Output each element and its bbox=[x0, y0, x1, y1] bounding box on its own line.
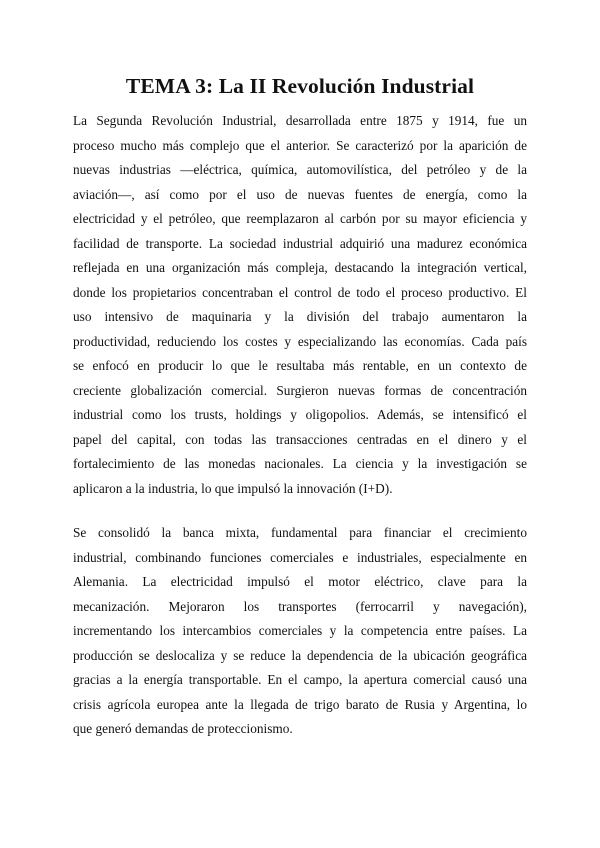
text-line: gracias a la energía transportable. En el campo, la apertura comercial causó una bbox=[73, 672, 527, 687]
text-line: electricidad y el petróleo, que reemplazaron al carbón por su mayor eficiencia y bbox=[73, 211, 527, 226]
text-line: uso intensivo de maquinaria y la división del trabajo aumentaron la bbox=[73, 309, 527, 324]
text-line: proceso mucho más complejo que el anterior. Se caracterizó por la aparición de bbox=[73, 137, 527, 153]
text-line: donde los propietarios concentraban el control de todo el proceso productivo. El bbox=[73, 284, 527, 300]
text-line: facilidad de transporte. La sociedad industrial adquirió una madurez económica bbox=[73, 235, 527, 251]
text-line: incrementando los intercambios comerciales y la competencia entre países. La bbox=[73, 623, 527, 638]
text-line: Se consolidó la banca mixta, fundamental para financiar el crecimiento bbox=[73, 525, 527, 540]
text-line: papel del capital, con todas las transacciones centradas en el dinero y el bbox=[73, 431, 527, 447]
text-line: aplicaron a la industria, lo que impulsó la innovación (I+D). bbox=[73, 480, 393, 496]
text-line: industrial como los trusts, holdings y oligopolios. Además, se intensificó el bbox=[73, 407, 527, 422]
text-line: nuevas industrias —eléctrica, química, automovilística, del petróleo y de la bbox=[73, 162, 527, 177]
text-line: reflejada en una organización más compleja, destacando la integración vertical, bbox=[73, 260, 527, 275]
text-line: Alemania. La electricidad impulsó el motor eléctrico, clave para la bbox=[73, 574, 527, 589]
document-title: TEMA 3: La II Revolución Industrial bbox=[125, 74, 475, 98]
text-line: creciente globalización comercial. Surgieron nuevas formas de concentración bbox=[73, 382, 527, 398]
paragraph-1 bbox=[73, 109, 527, 501]
text-line: se enfocó en producir lo que le resultaba más rentable, en un contexto de bbox=[73, 358, 527, 373]
text-line: industrial, combinando funciones comerciales e industriales, especialmente en bbox=[73, 549, 527, 565]
text-line: aviación—, así como por el uso de nuevas fuentes de energía, como la bbox=[73, 186, 527, 202]
text-line: que generó demandas de proteccionismo. bbox=[73, 721, 293, 736]
text-line: La Segunda Revolución Industrial, desarrollada entre 1875 y 1914, fue un bbox=[73, 113, 527, 128]
text-line: mecanización. Mejoraron los transportes (ferrocarril y navegación), bbox=[73, 598, 527, 614]
text-line: producción se deslocaliza y se reduce la dependencia de la ubicación geográfica bbox=[73, 647, 527, 663]
text-line: fortalecimiento de las monedas nacionales. La ciencia y la investigación se bbox=[73, 456, 527, 471]
text-line: productividad, reduciendo los costes y especializando las economías. Cada país bbox=[73, 333, 527, 349]
text-line: crisis agrícola europea ante la llegada de trigo barato de Rusia y Argentina, lo bbox=[73, 696, 527, 712]
paragraph-2 bbox=[73, 521, 527, 742]
